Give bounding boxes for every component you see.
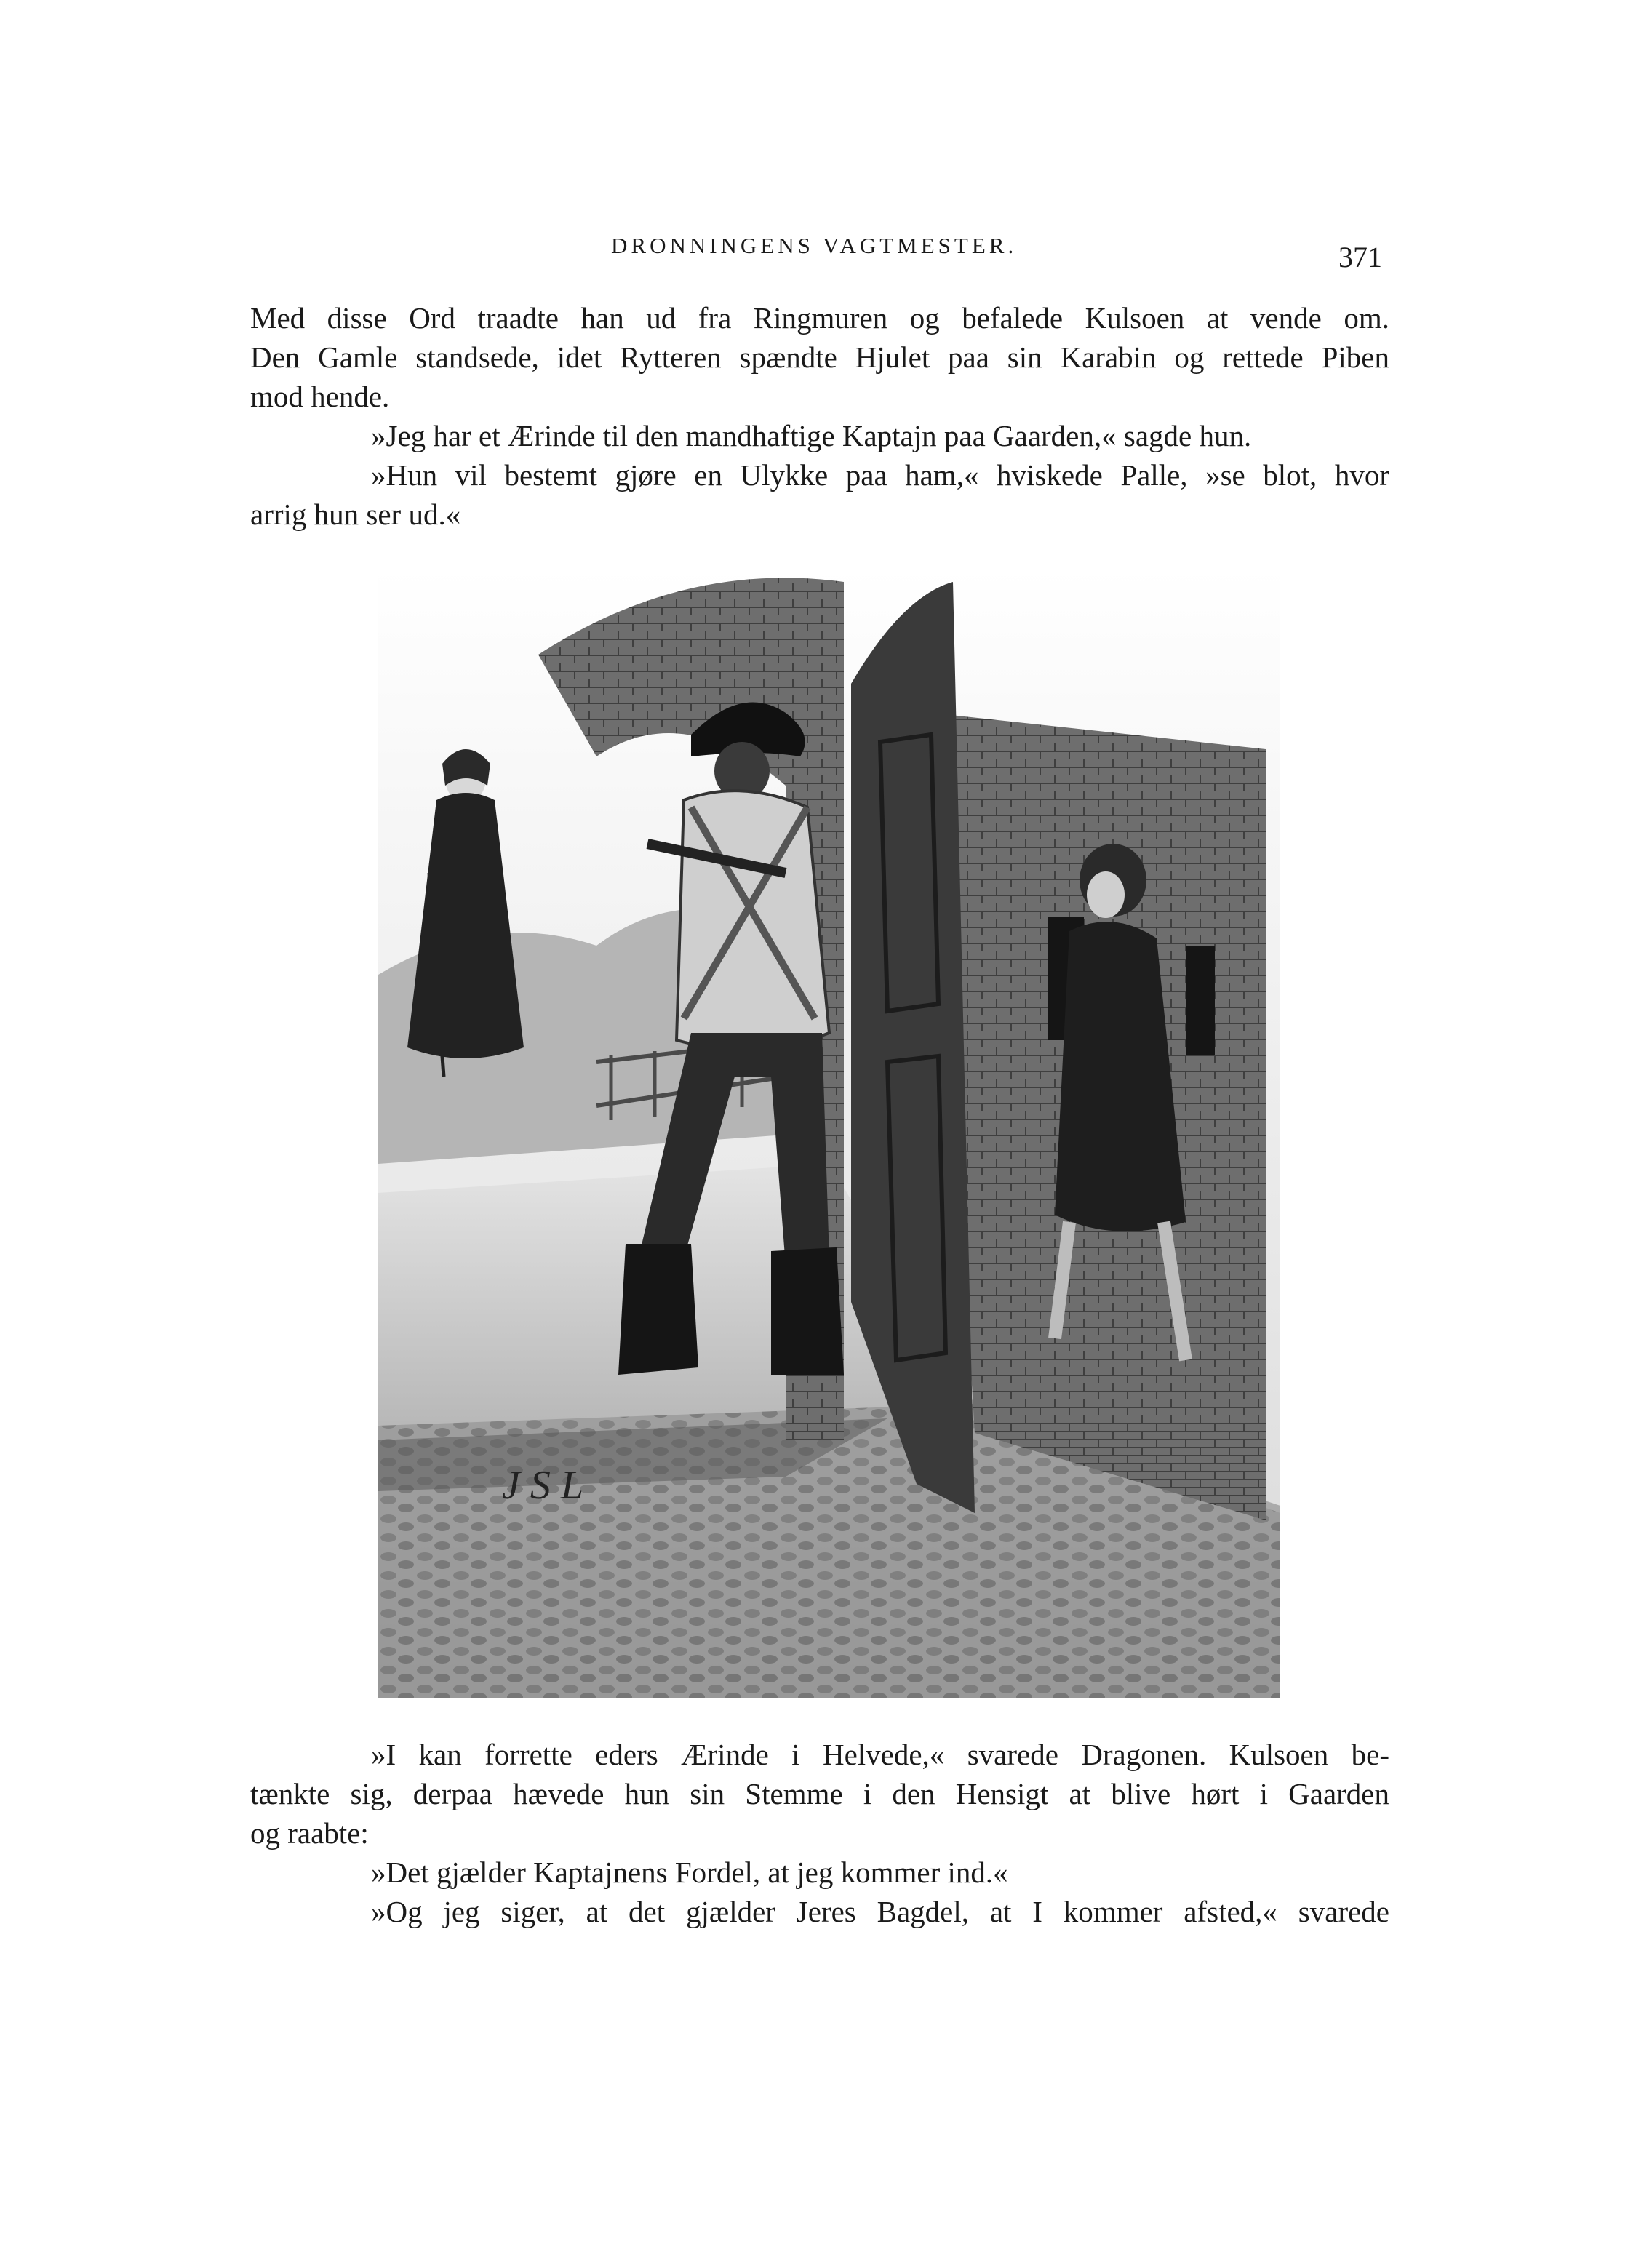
illustrator-signature: J S L <box>502 1463 583 1508</box>
text-line: »I kan forrette eders Ærinde i Helvede,« svarede Dragonen. Kulsoen be- <box>371 1738 1389 1771</box>
illustration-drawing <box>378 567 1280 1698</box>
page-number: 371 <box>1338 241 1382 273</box>
text-line: Med disse Ord traadte han ud fra Ringmuren og befalede Kulsoen at vende om. <box>250 301 1389 335</box>
text-line: »Jeg har et Ærinde til den mandhaftige Kaptajn paa Gaarden,« sagde hun. <box>371 419 1252 452</box>
text-line: arrig hun ser ud.« <box>250 498 461 531</box>
illustration <box>378 567 1280 1698</box>
running-title: DRONNINGENS VAGTMESTER. <box>611 233 1018 258</box>
text-line: Den Gamle standsede, idet Rytteren spændte Hjulet paa sin Karabin og rettede Piben <box>250 340 1389 374</box>
text-line: »Hun vil bestemt gjøre en Ulykke paa ham,« hviskede Palle, »se blot, hvor <box>371 458 1389 492</box>
running-head <box>0 231 1644 275</box>
text-line: mod hende. <box>250 380 390 413</box>
text-line: og raabte: <box>250 1816 369 1850</box>
text-line: tænkte sig, derpaa hævede hun sin Stemme i den Hensigt at blive hørt i Gaarden <box>250 1777 1389 1810</box>
text-line: »Og jeg siger, at det gjælder Jeres Bagdel, at I kommer afsted,« svarede <box>371 1895 1389 1928</box>
wall-window <box>1186 946 1215 1055</box>
bottom-text-block <box>250 1735 1389 1931</box>
top-text-block <box>250 298 1389 534</box>
text-line: »Det gjælder Kaptajnens Fordel, at jeg kommer ind.« <box>371 1856 1008 1889</box>
